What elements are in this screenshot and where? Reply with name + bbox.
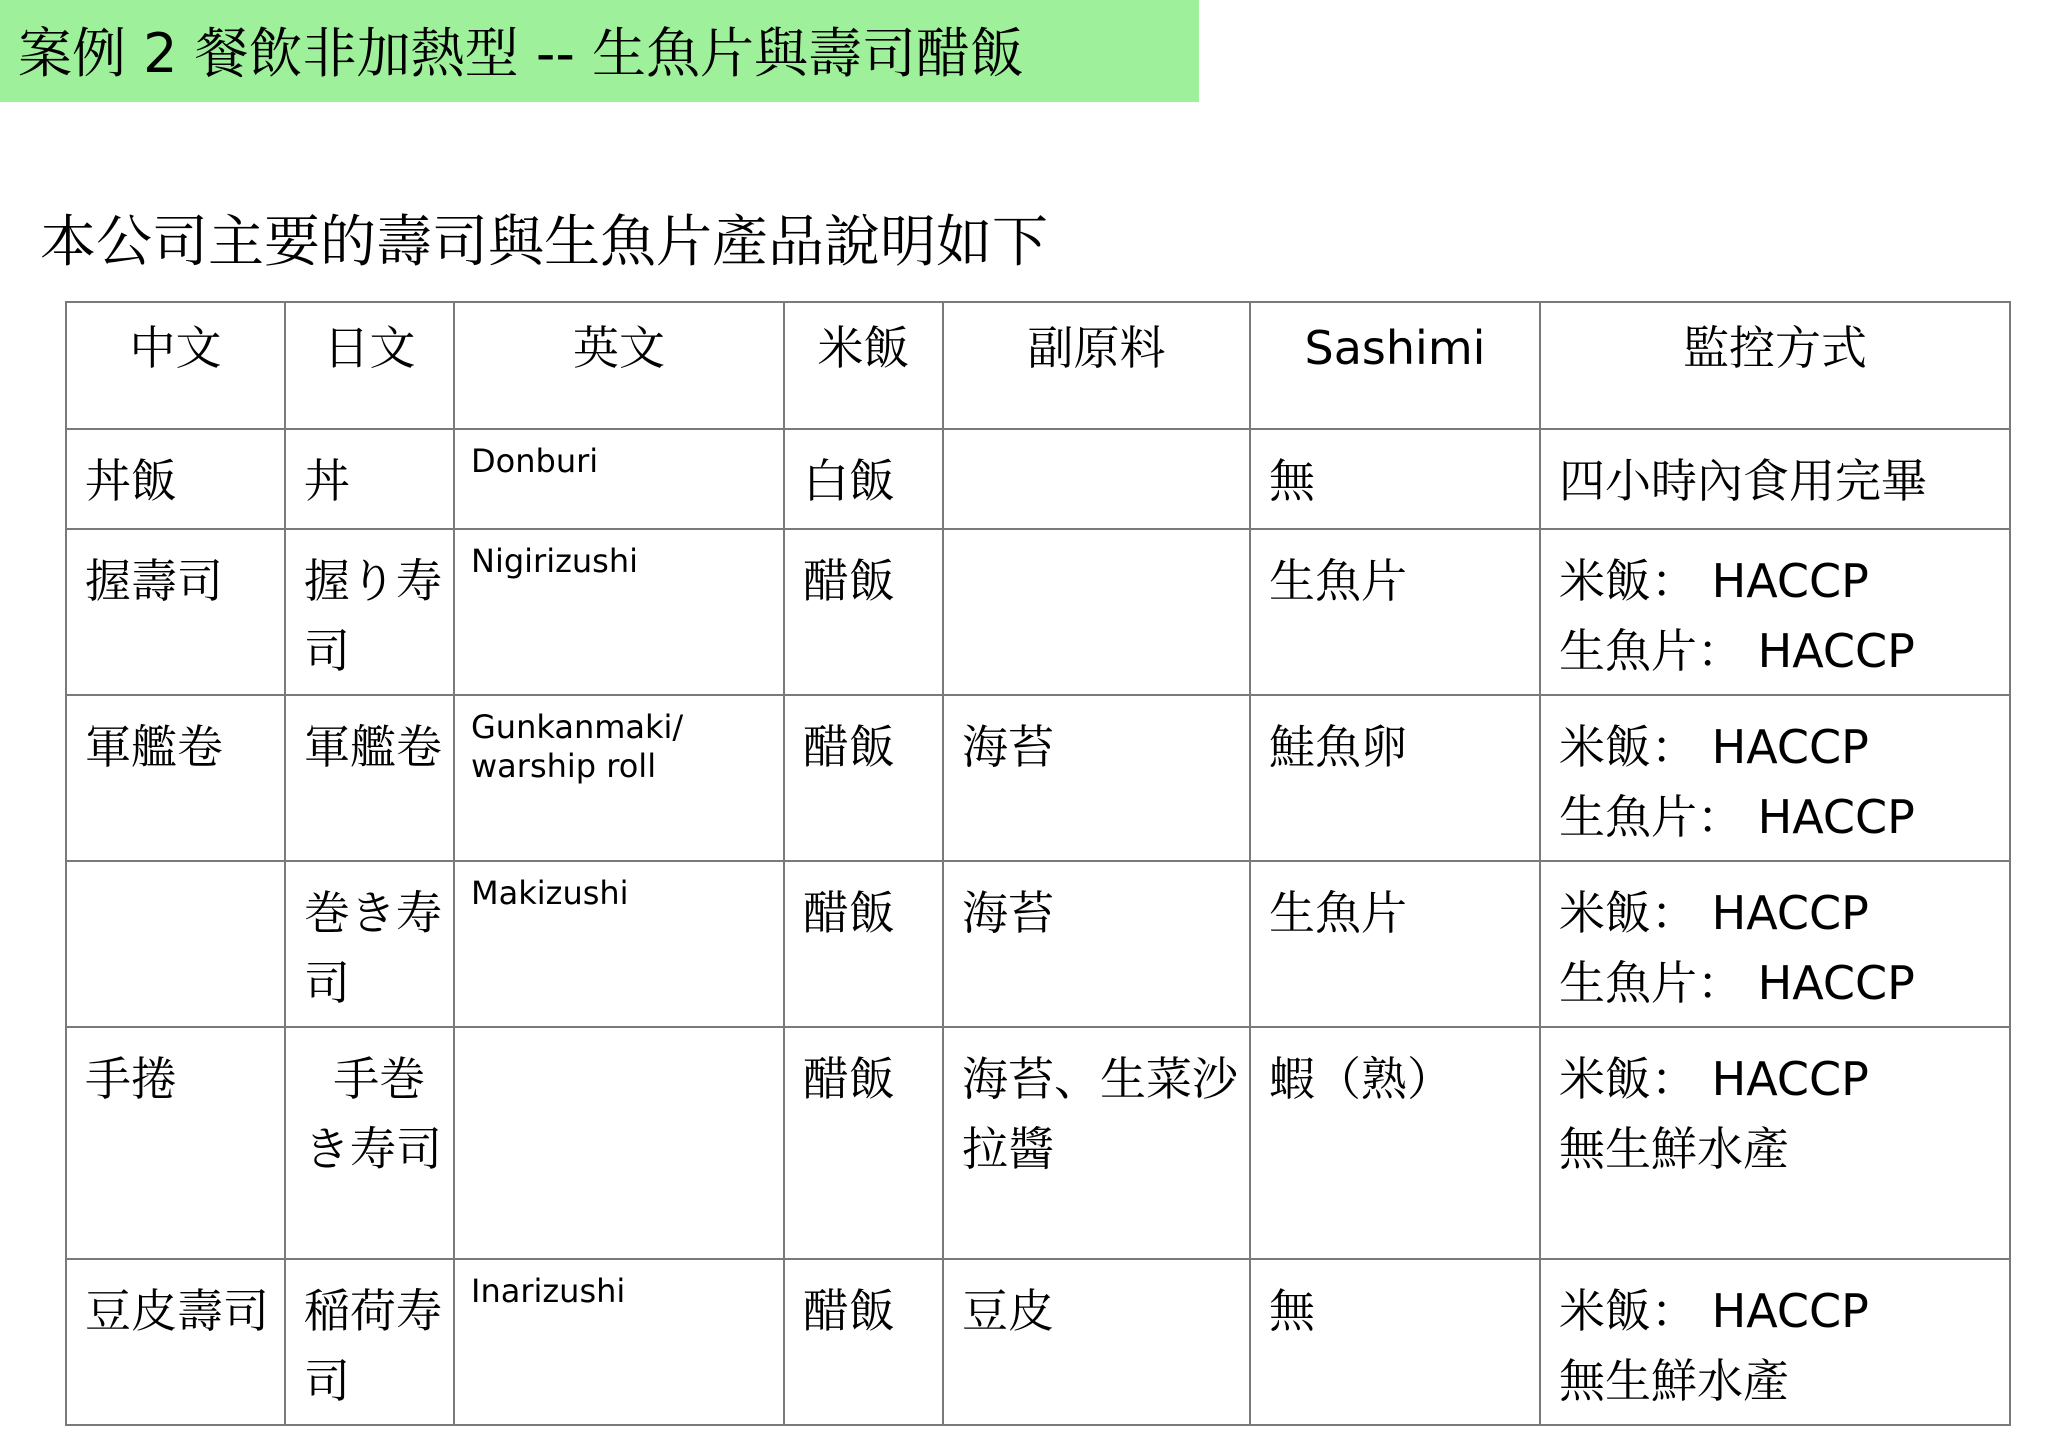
intro-heading: 本公司主要的壽司與生魚片產品說明如下	[40, 210, 1048, 275]
monitoring-line: 米飯： HACCP	[1559, 886, 1869, 940]
cell-sub-ingredients: 海苔、生菜沙拉醬	[943, 1027, 1250, 1259]
header-monitoring: 監控方式	[1540, 302, 2010, 429]
header-row	[66, 302, 2010, 429]
cell-sub-ingredients: 海苔	[943, 695, 1250, 861]
cell-rice: 醋飯	[784, 529, 943, 695]
monitoring-line: 四小時內食用完畢	[1559, 454, 1927, 508]
cell-english: Gunkanmaki/ warship roll	[454, 695, 784, 861]
monitoring-line: 無生鮮水產	[1559, 1122, 1789, 1176]
cell-sashimi: 生魚片	[1250, 529, 1540, 695]
table-row-donburi	[66, 429, 2010, 529]
cell-rice: 醋飯	[784, 861, 943, 1027]
monitoring-line: 米飯： HACCP	[1559, 1284, 1869, 1338]
table-row-gunkanmaki	[66, 695, 2010, 861]
cell-chinese	[66, 861, 285, 1027]
cell-sashimi: 無	[1250, 429, 1540, 529]
cell-sashimi: 生魚片	[1250, 861, 1540, 1027]
cell-monitoring	[1540, 1259, 2010, 1425]
cell-chinese: 手捲	[66, 1027, 285, 1259]
cell-monitoring	[1540, 529, 2010, 695]
cell-chinese: 丼飯	[66, 429, 285, 529]
cell-sub-ingredients	[943, 429, 1250, 529]
cell-sashimi: 鮭魚卵	[1250, 695, 1540, 861]
table-row-inarizushi	[66, 1259, 2010, 1425]
header-sashimi: Sashimi	[1250, 302, 1540, 429]
cell-sub-ingredients: 豆皮	[943, 1259, 1250, 1425]
cell-english: Nigirizushi	[454, 529, 784, 695]
cell-sashimi: 蝦（熟）	[1250, 1027, 1540, 1259]
header-chinese: 中文	[66, 302, 285, 429]
cell-rice: 醋飯	[784, 1259, 943, 1425]
cell-sashimi: 無	[1250, 1259, 1540, 1425]
cell-monitoring	[1540, 695, 2010, 861]
cell-rice: 白飯	[784, 429, 943, 529]
header-japanese: 日文	[285, 302, 454, 429]
cell-chinese: 握壽司	[66, 529, 285, 695]
cell-monitoring	[1540, 1027, 2010, 1259]
slide-title: 案例 2 餐飲非加熱型 -- 生魚片與壽司醋飯	[18, 22, 1024, 85]
monitoring-line: 無生鮮水產	[1559, 1354, 1789, 1408]
cell-japanese: 握り寿司	[285, 529, 454, 695]
cell-japanese: 軍艦卷	[285, 695, 454, 861]
monitoring-line: 生魚片： HACCP	[1559, 790, 1915, 844]
title-banner	[0, 0, 1199, 102]
monitoring-line: 米飯： HACCP	[1559, 1052, 1869, 1106]
cell-chinese: 軍艦卷	[66, 695, 285, 861]
product-table	[65, 301, 2011, 1426]
table-row-nigirizushi	[66, 529, 2010, 695]
cell-japanese: 稲荷寿司	[285, 1259, 454, 1425]
cell-sub-ingredients: 海苔	[943, 861, 1250, 1027]
cell-japanese: 手巻き寿司	[285, 1027, 454, 1259]
cell-sub-ingredients	[943, 529, 1250, 695]
table-row-makizushi	[66, 861, 2010, 1027]
cell-monitoring	[1540, 429, 2010, 529]
cell-english	[454, 1027, 784, 1259]
cell-english: Inarizushi	[454, 1259, 784, 1425]
cell-english: Donburi	[454, 429, 784, 529]
header-sub-ingredients: 副原料	[943, 302, 1250, 429]
cell-rice: 醋飯	[784, 1027, 943, 1259]
cell-japanese: 丼	[285, 429, 454, 529]
cell-monitoring	[1540, 861, 2010, 1027]
cell-chinese: 豆皮壽司	[66, 1259, 285, 1425]
table-row-temaki	[66, 1027, 2010, 1259]
header-english: 英文	[454, 302, 784, 429]
header-rice: 米飯	[784, 302, 943, 429]
cell-rice: 醋飯	[784, 695, 943, 861]
monitoring-line: 米飯： HACCP	[1559, 554, 1869, 608]
monitoring-line: 米飯： HACCP	[1559, 720, 1869, 774]
cell-english: Makizushi	[454, 861, 784, 1027]
monitoring-line: 生魚片： HACCP	[1559, 624, 1915, 678]
cell-japanese: 巻き寿司	[285, 861, 454, 1027]
monitoring-line: 生魚片： HACCP	[1559, 956, 1915, 1010]
